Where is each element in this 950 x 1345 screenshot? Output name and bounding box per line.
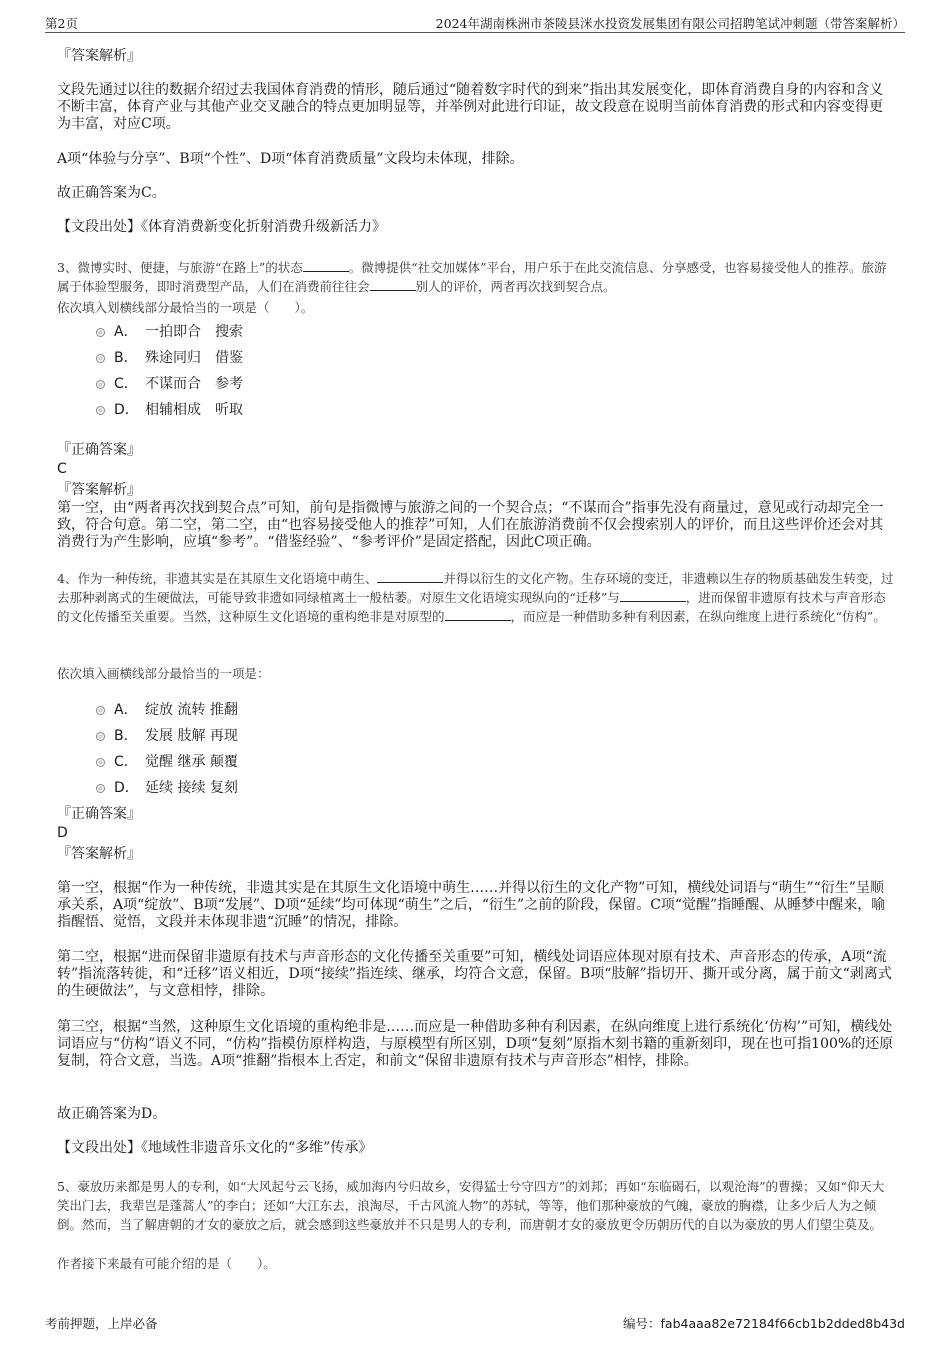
- q4-stem: 4、作为一种传统，非遗其实是在其原生文化语境中萌生、 并得以衍生的文化产物。生存环境的变迁，非遗赖以生存的物质基础发生转变，过去那种剥离式的生硬做法，可能导致非遗如同绿植离土一般枯萎。对原生文化语境实现纵向的“迁移”与 ，进而保留非遗原有技术与声音形态的文化传播至关重要。当然，这种原生文化语境的重构绝非是对原型的 ，而应是一种借助多种有利因素，在纵向维度上进行系统化“仿构”。: [57, 571, 894, 624]
- radio-icon[interactable]: [96, 784, 105, 793]
- q2-analysis-paragraph-1: 文段先通过以往的数据介绍过去我国体育消费的情形，随后通过“随着数字时代的到来”指出其发展变化，即体育消费自身的内容和含义不断丰富，体育产业与其他产业交叉融合的特点更加明显等，并举例对此进行印证，故文段意在说明当前体育消费的形式和内容变得更为丰富，对应C项。: [57, 82, 884, 132]
- q3-option-b[interactable]: B． 殊途同归 借鉴: [96, 347, 243, 367]
- radio-icon[interactable]: [96, 406, 105, 415]
- q3-answer: C: [57, 461, 67, 477]
- radio-icon[interactable]: [96, 354, 105, 363]
- q4-analysis-paragraph-2: 第二空，根据“进而保留非遗原有技术与声音形态的文化传播至关重要”可知，横线处词语应体现对原有技术、声音形态的传承，A项“流转”指流落转徙，和“迁移”语义相近，D项“接续”指连续、继承，均符合文意，保留。B项“肢解”指切开、撕开或分离，属于前文“剥离式的生硬做法”，与文意相悖，排除。: [57, 949, 892, 999]
- page-number: 第2页: [45, 16, 78, 31]
- radio-icon[interactable]: [96, 732, 105, 741]
- radio-icon[interactable]: [96, 328, 105, 337]
- q3-option-a[interactable]: A． 一拍即合 搜索: [96, 321, 243, 341]
- q3-analysis: 第一空，由“两者再次找到契合点”可知，前句是指微博与旅游之间的一个契合点；“不谋而合”指事先没有商量过，意见或行动却完全一致，符合句意。第二空，第二空，由“也容易接受他人的推荐”可知，人们在旅游消费前不仅会搜索别人的评价，而且这些评价还会对其消费行为产生影响，应填“参考”。“借鉴经验”、“参考评价”是固定搭配，因此C项正确。: [57, 500, 884, 550]
- q3-option-c[interactable]: C． 不谋而合 参考: [96, 373, 243, 393]
- q3-prompt: 依次填入划横线部分最恰当的一项是（ ）。: [57, 300, 314, 315]
- q4-prompt: 依次填入画横线部分最恰当的一项是：: [57, 666, 270, 681]
- q4-option-c[interactable]: C． 觉醒 继承 颠覆: [96, 751, 238, 771]
- q2-analysis-paragraph-2: A项“体验与分享”、B项“个性”、D项“体育消费质量”文段均未体现，排除。: [57, 151, 524, 167]
- page-header: [45, 14, 905, 33]
- q4-option-a[interactable]: A． 绽放 流转 推翻: [96, 699, 238, 719]
- q5-prompt: 作者接下来最有可能介绍的是（ ）。: [57, 1256, 276, 1271]
- q4-answer-label: 『正确答案』: [57, 806, 141, 822]
- q4-option-b[interactable]: B． 发展 肢解 再现: [96, 725, 238, 745]
- q4-answer: D: [57, 825, 68, 841]
- blank-line: [445, 608, 511, 621]
- q2-analysis-label: 『答案解析』: [57, 48, 141, 64]
- q4-source: 【文段出处】《地域性非遗音乐文化的“多维”传承》: [57, 1140, 373, 1156]
- radio-icon[interactable]: [96, 380, 105, 389]
- radio-icon[interactable]: [96, 706, 105, 715]
- document-title: 2024年湖南株洲市茶陵县洣水投资发展集团有限公司招聘笔试冲刺题（带答案解析）: [435, 16, 905, 31]
- q4-analysis-paragraph-3: 第三空，根据“当然，这种原生文化语境的重构绝非是……而应是一种借助多种有利因素，在纵向维度上进行系统化‘仿构’”可知，横线处词语应与“仿构”语义不同，“仿构”指模仿原样构造，与原模型有所区别，D项“复刻”原指木刻书籍的重新刻印，现在也可指100%的还原复制，符合文意，当选。A项“推翻”指根本上否定，和前文“保留非遗原有技术与声音形态”相悖，排除。: [57, 1019, 894, 1069]
- q3-stem: 3、微博实时、便捷，与旅游“在路上”的状态 。微博提供“社交加媒体”平台，用户乐于在此交流信息、分享感受，也容易接受他人的推荐。旅游属于体验型服务，即时消费型产品，人们在消费前往往会 别人的评价，两者再次找到契合点。: [57, 260, 887, 294]
- blank-line: [303, 259, 349, 272]
- q5-stem: 5、豪放历来都是男人的专利，如“大风起兮云飞扬，威加海内兮归故乡，安得猛士兮守四方”的刘邦；再如“东临碣石，以观沧海”的曹操；又如“仰天大笑出门去，我辈岂是蓬蒿人”的李白；还如“大江东去，浪淘尽，千古风流人物”的苏轼，等等，他们那种豪放的气魄，豪放的胸襟，让多少后人为之倾倒。然而，当了解唐朝的才女的豪放之后，就会感到这些豪放并不只是男人的专利，而唐朝才女的豪放更令历朝历代的自以为豪放的男人们望尘莫及。: [57, 1179, 885, 1232]
- q2-analysis-paragraph-3: 故正确答案为C。: [57, 185, 166, 201]
- q4-analysis-paragraph-1: 第一空，根据“作为一种传统，非遗其实是在其原生文化语境中萌生……并得以衍生的文化产物”可知，横线处词语与“萌生”“衍生”呈顺承关系，A项“绽放”、B项“发展”、D项“延续”均可体现“萌生”之后，“衍生”之前的阶段，保留。C项“觉醒”指睡醒、从睡梦中醒来，喻指醒悟、觉悟，文段并未体现非遗“沉睡”的情况，排除。: [57, 880, 886, 930]
- q4-analysis-label: 『答案解析』: [57, 846, 141, 862]
- q4-analysis-paragraph-4: 故正确答案为D。: [57, 1106, 167, 1122]
- blank-line: [377, 570, 443, 583]
- document-code: 编号：fab4aaa82e72184f66cb1b2dded8b43d: [623, 1316, 905, 1331]
- blank-line: [370, 278, 416, 291]
- q3-answer-label: 『正确答案』: [57, 442, 141, 458]
- q4-option-d[interactable]: D． 延续 接续 复刻: [96, 777, 238, 797]
- footer-slogan: 考前押题，上岸必备: [45, 1316, 158, 1331]
- q3-analysis-label: 『答案解析』: [57, 482, 141, 498]
- radio-icon[interactable]: [96, 758, 105, 767]
- blank-line: [620, 589, 686, 602]
- q3-option-d[interactable]: D． 相辅相成 听取: [96, 399, 243, 419]
- q2-source: 【文段出处】《体育消费新变化折射消费升级新活力》: [57, 219, 386, 235]
